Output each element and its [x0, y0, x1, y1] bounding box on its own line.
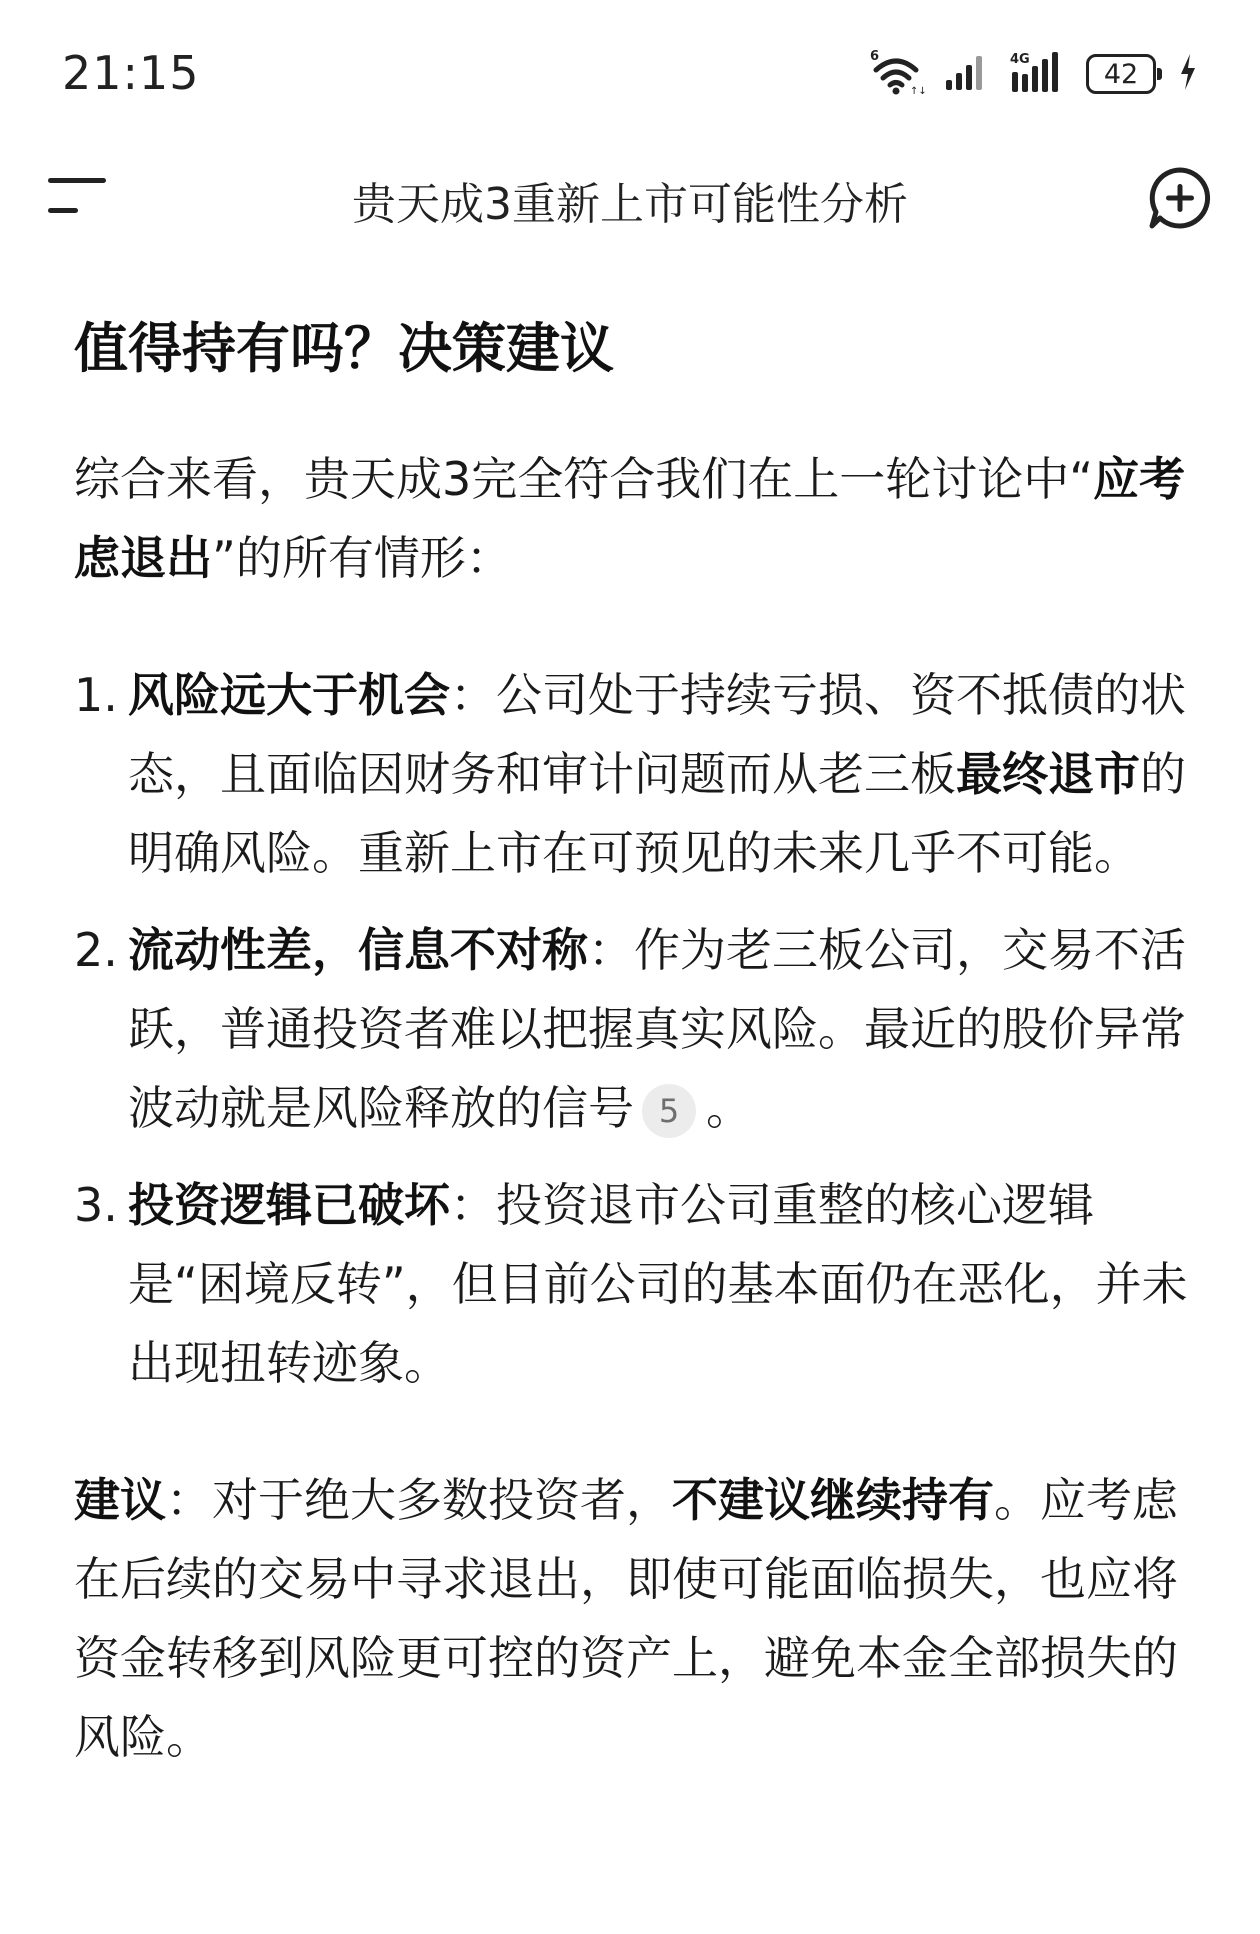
status-time: 21:15: [62, 46, 200, 100]
wifi-label: 6: [870, 49, 880, 64]
list-item: [74, 656, 1204, 893]
status-bar: [0, 0, 1260, 140]
svg-text:↑↓: ↑↓: [910, 86, 927, 97]
list-item-title: 流动性差，信息不对称: [128, 923, 588, 978]
menu-icon: [44, 170, 110, 222]
points-list: [74, 656, 1204, 1403]
status-icons: [870, 46, 1198, 102]
list-item-text: ：投资退市公司重整的核心逻辑是“困境反转”，但目前公司的基本面仍在恶化，并未出现扭转迹象。: [128, 1178, 1188, 1391]
intro-text: 综合来看，贵天成3完全符合我们在上一轮讨论中: [74, 452, 1070, 507]
list-item-title: 投资逻辑已破坏: [128, 1178, 450, 1233]
title-bar: [0, 150, 1260, 242]
wifi-icon: [870, 48, 927, 100]
list-item-text: 的明确风险。重新上市在可预见的未来几乎不可能。: [128, 747, 1186, 881]
recommendation-text: ：对于绝大多数投资者，: [166, 1473, 672, 1528]
page-title: 贵天成3重新上市可能性分析: [352, 179, 908, 230]
list-item: [74, 1166, 1204, 1403]
list-item-text: ：作为老三板公司，交易不活跃，普通投资者难以把握真实风险。最近的股价异常波动就是风险释放的信号: [128, 923, 1186, 1136]
list-item: [74, 911, 1204, 1148]
recommendation-bold: 不建议继续持有: [672, 1473, 994, 1528]
recommendation-label: 建议: [74, 1473, 166, 1528]
intro-quote-open: “: [1069, 452, 1094, 507]
section-heading: 值得持有吗？决策建议: [74, 317, 614, 380]
list-item-number: 2.: [74, 923, 118, 978]
recommendation-paragraph: [74, 1461, 1204, 1777]
signal-icon: [944, 52, 988, 96]
charging-icon: [1178, 52, 1198, 96]
list-item-text: ：公司处于持续亏损、资不抵债的状态，且面临因财务和审计问题而从老三板: [128, 668, 1186, 802]
battery-icon: [1086, 54, 1156, 94]
list-item-title: 风险远大于机会: [128, 668, 450, 723]
list-item-number: 1.: [74, 668, 118, 723]
intro-paragraph: [74, 440, 1204, 598]
new-chat-button[interactable]: [1144, 162, 1216, 234]
network-label: 4G: [1010, 52, 1030, 67]
citation-badge[interactable]: 5: [642, 1084, 696, 1138]
intro-bold: 应考虑退出: [74, 452, 1186, 586]
battery-level: 42: [1103, 58, 1139, 90]
list-item-number: 3.: [74, 1178, 118, 1233]
list-item-bold: 最终退市: [956, 747, 1140, 802]
recommendation-text: 。应考虑在后续的交易中寻求退出，即使可能面临损失，也应将资金转移到风险更可控的资产上，避免本金全部损失的风险。: [74, 1473, 1178, 1765]
menu-button[interactable]: [44, 170, 110, 222]
signal-4g-icon: [1010, 50, 1064, 98]
message-content: [74, 310, 1204, 1777]
intro-text-end: ”的所有情形：: [212, 531, 512, 586]
new-chat-icon: [1144, 162, 1216, 234]
list-item-text: 。: [706, 1081, 752, 1136]
